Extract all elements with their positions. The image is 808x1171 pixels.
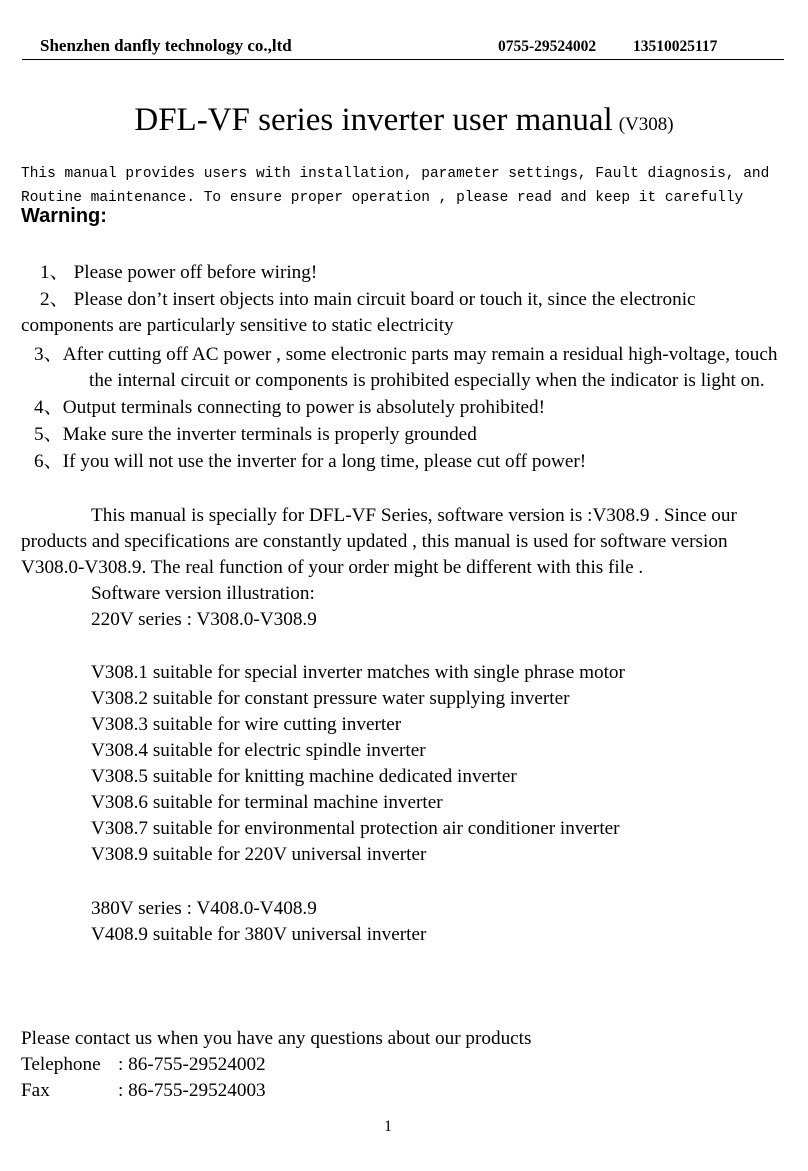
warning-item-2: 2、 Please don’t insert objects into main circuit board or touch it, since the electronic	[40, 289, 696, 310]
intro-line-1: This manual provides users with installation, parameter settings, Fault diagnosis, and	[21, 166, 770, 182]
telephone-value: : 86-755-29524002	[118, 1054, 266, 1075]
header-company: Shenzhen danfly technology co.,ltd	[40, 36, 292, 55]
software-illustration-label: Software version illustration:	[91, 583, 315, 604]
series-220-label: 220V series : V308.0-V308.9	[91, 609, 317, 630]
version-item: V308.7 suitable for environmental protection air conditioner inverter	[91, 818, 620, 839]
version-item: V408.9 suitable for 380V universal inverter	[91, 924, 427, 945]
fax-label: Fax	[21, 1080, 50, 1101]
warning-item-3: 3、After cutting off AC power , some electronic parts may remain a residual high-voltage, touch	[34, 344, 778, 365]
version-item: V308.2 suitable for constant pressure water supplying inverter	[91, 688, 570, 709]
header-phone-1: 0755-29524002	[498, 38, 597, 55]
warning-heading: Warning:	[21, 205, 107, 227]
version-item: V308.5 suitable for knitting machine dedicated inverter	[91, 766, 517, 787]
contact-intro: Please contact us when you have any questions about our products	[21, 1028, 532, 1049]
warning-item-4: 4、Output terminals connecting to power is absolutely prohibited!	[34, 397, 546, 418]
software-para-line-1: This manual is specially for DFL-VF Series, software version is :V308.9 . Since our	[91, 505, 737, 526]
header-rule	[22, 59, 784, 60]
page-title	[0, 102, 808, 139]
title-main: DFL-VF series inverter user manual	[134, 102, 613, 138]
title-version: (V308)	[618, 114, 674, 135]
fax-value: : 86-755-29524003	[118, 1080, 266, 1101]
intro-line-2: Routine maintenance. To ensure proper operation , please read and keep it carefully	[21, 190, 744, 206]
warning-item-2-cont: components are particularly sensitive to static electricity	[21, 315, 454, 336]
version-item: V308.9 suitable for 220V universal inverter	[91, 844, 427, 865]
warning-item-6: 6、If you will not use the inverter for a long time, please cut off power!	[34, 451, 587, 472]
warning-item-3-cont: the internal circuit or components is prohibited especially when the indicator is light on.	[89, 370, 765, 391]
page-number: 1	[384, 1118, 392, 1135]
header-phone-2: 13510025117	[633, 38, 718, 55]
warning-item-1: 1、 Please power off before wiring!	[40, 262, 318, 283]
software-para-line-2: products and specifications are constantly updated , this manual is used for software version	[21, 531, 728, 552]
warning-item-5: 5、Make sure the inverter terminals is properly grounded	[34, 424, 477, 445]
version-item: V308.3 suitable for wire cutting inverter	[91, 714, 402, 735]
telephone-label: Telephone	[21, 1054, 101, 1075]
software-para-line-3: V308.0-V308.9. The real function of your order might be different with this file .	[21, 557, 644, 578]
version-item: V308.6 suitable for terminal machine inverter	[91, 792, 443, 813]
version-item: V308.1 suitable for special inverter matches with single phrase motor	[91, 662, 625, 683]
series-380-label: 380V series : V408.0-V408.9	[91, 898, 317, 919]
version-item: V308.4 suitable for electric spindle inverter	[91, 740, 426, 761]
